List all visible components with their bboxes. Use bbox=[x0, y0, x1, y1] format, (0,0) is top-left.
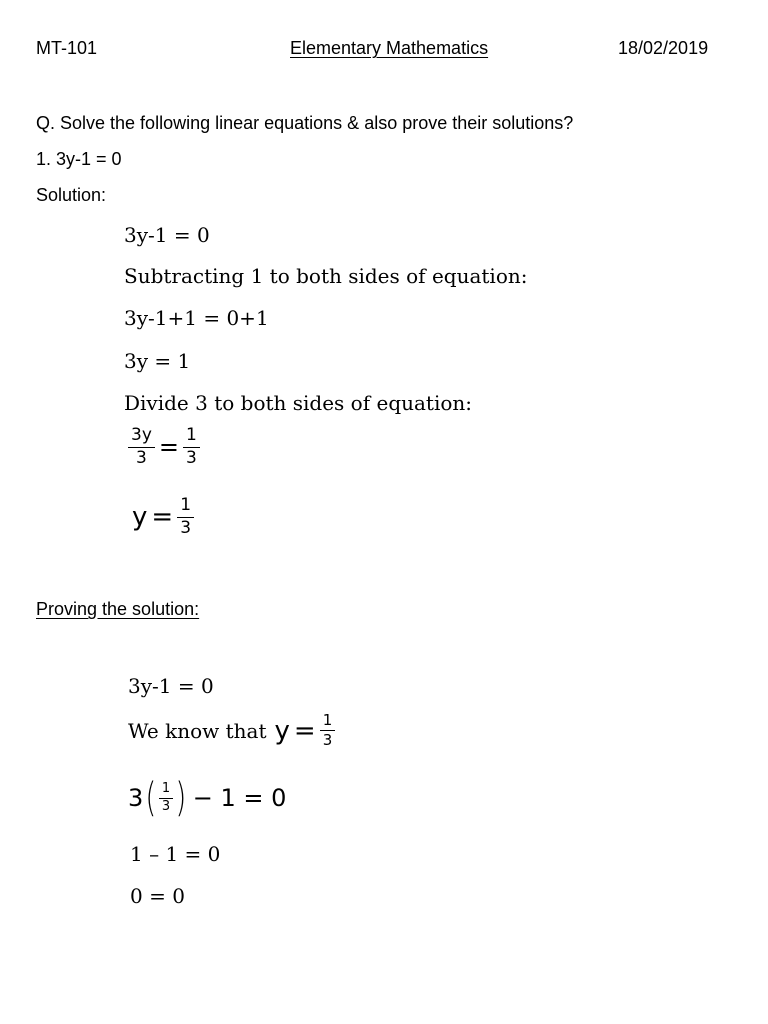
equals-sign: = bbox=[158, 433, 179, 462]
document-date: 18/02/2019 bbox=[618, 38, 709, 58]
solution-step-4: 3y = 1 bbox=[124, 349, 191, 373]
proof-line-5: 0 = 0 bbox=[130, 884, 185, 908]
result-equation bbox=[132, 496, 194, 538]
result-fraction bbox=[177, 496, 194, 538]
proof-line-4: 1 – 1 = 0 bbox=[130, 842, 221, 866]
result-variable: y bbox=[132, 502, 148, 533]
lhs-fraction bbox=[128, 426, 155, 468]
known-text: We know that bbox=[128, 718, 267, 743]
sub-numerator: 1 bbox=[159, 782, 173, 799]
result-denominator: 3 bbox=[180, 517, 192, 538]
known-denominator: 3 bbox=[322, 731, 333, 750]
known-fraction bbox=[320, 712, 336, 750]
rhs-denominator: 3 bbox=[186, 447, 197, 468]
sub-rest: − 1 = 0 bbox=[192, 784, 287, 812]
proof-heading: Proving the solution: bbox=[36, 599, 200, 619]
lhs-denominator: 3 bbox=[136, 447, 147, 468]
left-paren-icon: ( bbox=[145, 775, 157, 821]
question-prompt: Q. Solve the following linear equations & also prove their solutions? bbox=[36, 113, 574, 133]
known-numerator: 1 bbox=[320, 712, 336, 731]
proof-known-line bbox=[128, 712, 335, 750]
result-numerator: 1 bbox=[177, 496, 194, 518]
course-title: Elementary Mathematics bbox=[290, 38, 489, 58]
rhs-fraction bbox=[183, 426, 200, 468]
equals-sign: = bbox=[293, 715, 316, 746]
solution-step-1: 3y-1 = 0 bbox=[124, 223, 210, 247]
question-item: 1. 3y-1 = 0 bbox=[36, 149, 122, 169]
equals-sign: = bbox=[151, 502, 174, 533]
course-code: MT-101 bbox=[36, 38, 98, 58]
solution-step-2: Subtracting 1 to both sides of equation: bbox=[124, 264, 528, 288]
rhs-numerator: 1 bbox=[183, 426, 200, 448]
lhs-numerator: 3y bbox=[128, 426, 155, 448]
fraction-equation bbox=[128, 426, 200, 468]
sub-denominator: 3 bbox=[161, 798, 171, 814]
solution-heading: Solution: bbox=[36, 185, 107, 205]
solution-step-5: Divide 3 to both sides of equation: bbox=[124, 391, 473, 415]
solution-step-3: 3y-1+1 = 0+1 bbox=[124, 306, 269, 330]
sub-coefficient: 3 bbox=[128, 784, 144, 812]
right-paren-icon: ) bbox=[175, 775, 187, 821]
sub-fraction bbox=[159, 782, 173, 815]
proof-substitution bbox=[128, 775, 287, 821]
proof-line-1: 3y-1 = 0 bbox=[128, 674, 214, 698]
known-variable: y bbox=[274, 715, 290, 746]
